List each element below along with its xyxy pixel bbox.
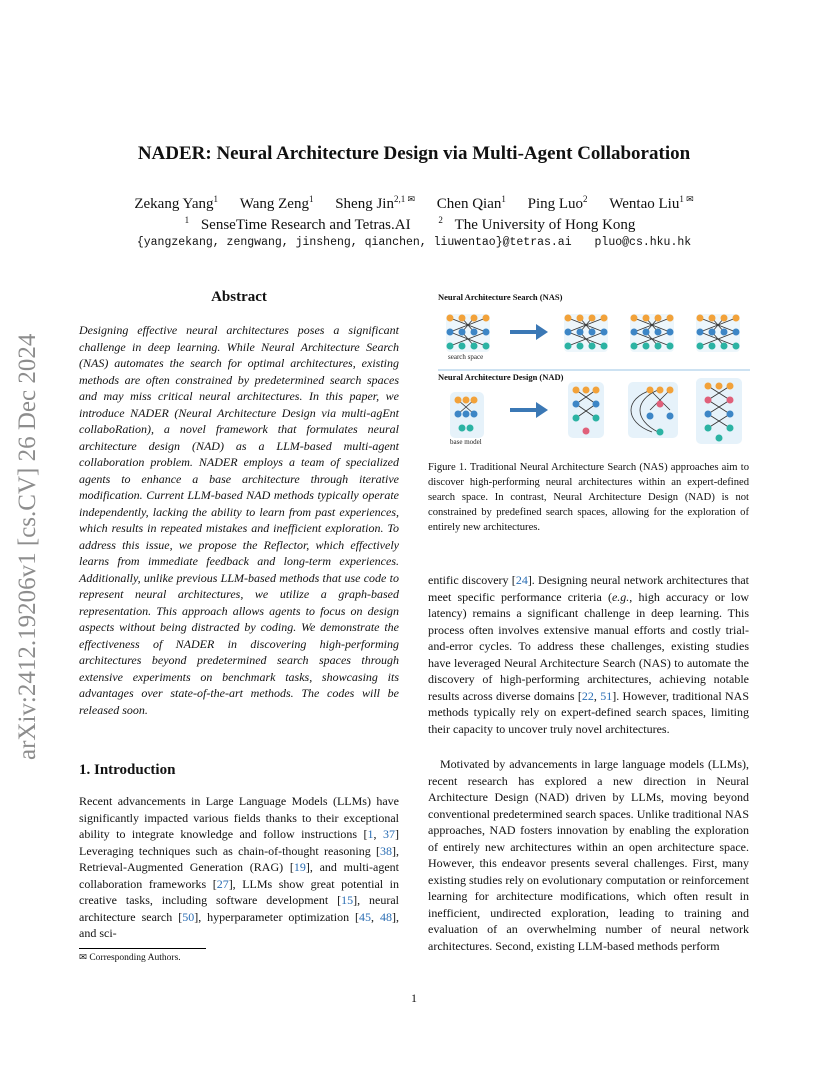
citation-link[interactable]: 27 bbox=[216, 876, 229, 891]
figure-1 bbox=[428, 286, 750, 454]
email: pluo@cs.hku.hk bbox=[594, 236, 692, 249]
author-list bbox=[0, 194, 828, 213]
email: {yangzekang, zengwang, jinsheng, qianchen, liuwentao}@tetras.ai bbox=[136, 236, 572, 249]
section-heading: 1. Introduction bbox=[79, 762, 176, 778]
arxiv-stamp: arXiv:2412.19206v1 [cs.CV] 26 Dec 2024 bbox=[14, 333, 41, 760]
base-model-label: base model bbox=[450, 438, 482, 446]
nas-nad-diagram bbox=[428, 286, 750, 454]
citation-link[interactable]: 22 bbox=[581, 688, 594, 703]
paper-title: NADER: Neural Architecture Design via Multi-Agent Collaboration bbox=[137, 143, 691, 164]
citation-link[interactable]: 24 bbox=[515, 573, 528, 587]
citation-link[interactable]: 51 bbox=[600, 688, 613, 703]
designed-net-icon bbox=[628, 382, 678, 438]
footnote-rule bbox=[79, 948, 206, 949]
author: Wentao Liu$^{1 ✉}$ bbox=[609, 194, 694, 212]
citation-link[interactable]: 15 bbox=[341, 893, 354, 907]
affiliation: $^2$ The University of Hong Kong bbox=[438, 215, 636, 233]
footnote: ✉ Corresponding Authors. bbox=[79, 953, 181, 963]
citation-link[interactable]: 48 bbox=[380, 909, 393, 924]
author: Zekang Yang$^1$ bbox=[134, 194, 219, 212]
body-paragraph: entific discovery [24]. Designing neural network architectures that meet specific performance criteria (e.g., high accuracy or low latency) remains a significant challenge in deep learning. This process often involves extensive manual efforts and costly trial-and-error cycles. To address these challenges, existing studies have leveraged Neural Architecture Search (NAS) to automate the discovery of high-performing architectures, achieving notable results across diverse domains [22, 51]. However, traditional NAS methods typically rely on expert-defined search spaces, limiting their capacity to uncover truly novel architectures. bbox=[428, 573, 750, 736]
arrow-icon bbox=[510, 324, 548, 340]
abstract-heading: Abstract bbox=[211, 289, 267, 305]
abstract-text: Designing effective neural architectures poses a significant challenge in deep learning. While Neural Architecture Search (NAS) automates the search for optimal architectures, existing methods are often constrained by predetermined search spaces and may miss critical neural architectures. In this paper, we introduce NADER (Neural Architecture Design via multi-agEnt collaboRation), a novel framework that formulates neural architecture design (NAD) as a LLM-based multi-agent collaboration problem. NADER employs a team of specialized agents to enhance a base architecture through iterative modification. Current LLM-based NAD methods typically operate independently, lacking the ability to learn from past experiences, which results in repeated mistakes and inefficient exploration. To address this issue, we propose the Reflector, which effectively learns from immediate feedback and long-term experiences. Additionally, unlike previous LLM-based methods that use code to represent neural architectures, we utilize a graph-based representation. This approach allows agents to focus on design aspects without being distracted by coding. We demonstrate the effectiveness of NADER in discovering high-performing architectures beyond predetermined search spaces through extensive experiments on benchmark tasks, showcasing its advantages over state-of-the-art methods. The codes will be released soon. bbox=[79, 323, 399, 717]
arrow-icon bbox=[510, 402, 548, 418]
search-space-label: search space bbox=[448, 353, 484, 361]
nad-label: Neural Architecture Design (NAD) bbox=[438, 372, 564, 382]
author: Chen Qian$^1$ bbox=[436, 194, 506, 212]
author: Wang Zeng$^1$ bbox=[239, 194, 314, 212]
base-model-icon bbox=[450, 392, 484, 438]
designed-net-icon bbox=[696, 378, 742, 444]
citation-link[interactable]: 37 bbox=[383, 827, 395, 841]
affiliations bbox=[0, 215, 828, 234]
intro-paragraph: Recent advancements in Large Language Models (LLMs) have significantly impacted various fields thanks to their exceptional ability to integrate knowledge and follow instructions [1, 37] Leveraging techniques such as chain-of-thought reasoning [38], Retrieval-Augmented Generation (RAG) [19], and multi-agent collaboration frameworks [27], LLMs show great potential in creative tasks, including software development [15], neural architecture search [50], hyperparameter optimization [45, 48], and sci- bbox=[79, 794, 400, 940]
citation-link[interactable]: 38 bbox=[380, 843, 392, 858]
nas-label: Neural Architecture Search (NAS) bbox=[438, 292, 563, 302]
body-paragraph: Motivated by advancements in large language models (LLMs), recent research has explored a new direction in Neural Architecture Design (NAD) driven by LLMs, moving beyond conventional predetermined search spaces. Unlike traditional NAS approaches, NAD fosters innovation by enabling the exploration of entirely new architectures within an open architecture space. However, this endeavor presents several challenges. First, many existing studies rely on evolutionary computation or reinforcement learning for architecture modifications, which often result in inefficient, undirected exploration, leading to training and evaluation of an overwhelming number of neural network architectures. Second, existing LLM-based methods perform bbox=[428, 757, 749, 953]
author: Sheng Jin$^{2,1 ✉}$ bbox=[335, 194, 416, 212]
citation-link[interactable]: 19 bbox=[293, 860, 306, 874]
author: Ping Luo$^2$ bbox=[527, 194, 588, 212]
citation-link[interactable]: 50 bbox=[182, 909, 195, 924]
citation-link[interactable]: 45 bbox=[359, 909, 372, 924]
figure-caption: Figure 1. Traditional Neural Architecture Search (NAS) approaches aim to discover high-performing neural architectures within an expert-defined search space. In contrast, Neural Architecture Design (NAD) is not constrained by predefined search spaces, allowing for the exploration of entirely new architectures. bbox=[428, 462, 749, 533]
email-list bbox=[0, 236, 828, 249]
page-number: 1 bbox=[411, 991, 417, 1005]
affiliation: $^1$ SenseTime Research and Tetras.AI bbox=[184, 215, 411, 233]
citation-link[interactable]: 1 bbox=[367, 827, 374, 841]
designed-net-icon bbox=[568, 382, 604, 438]
